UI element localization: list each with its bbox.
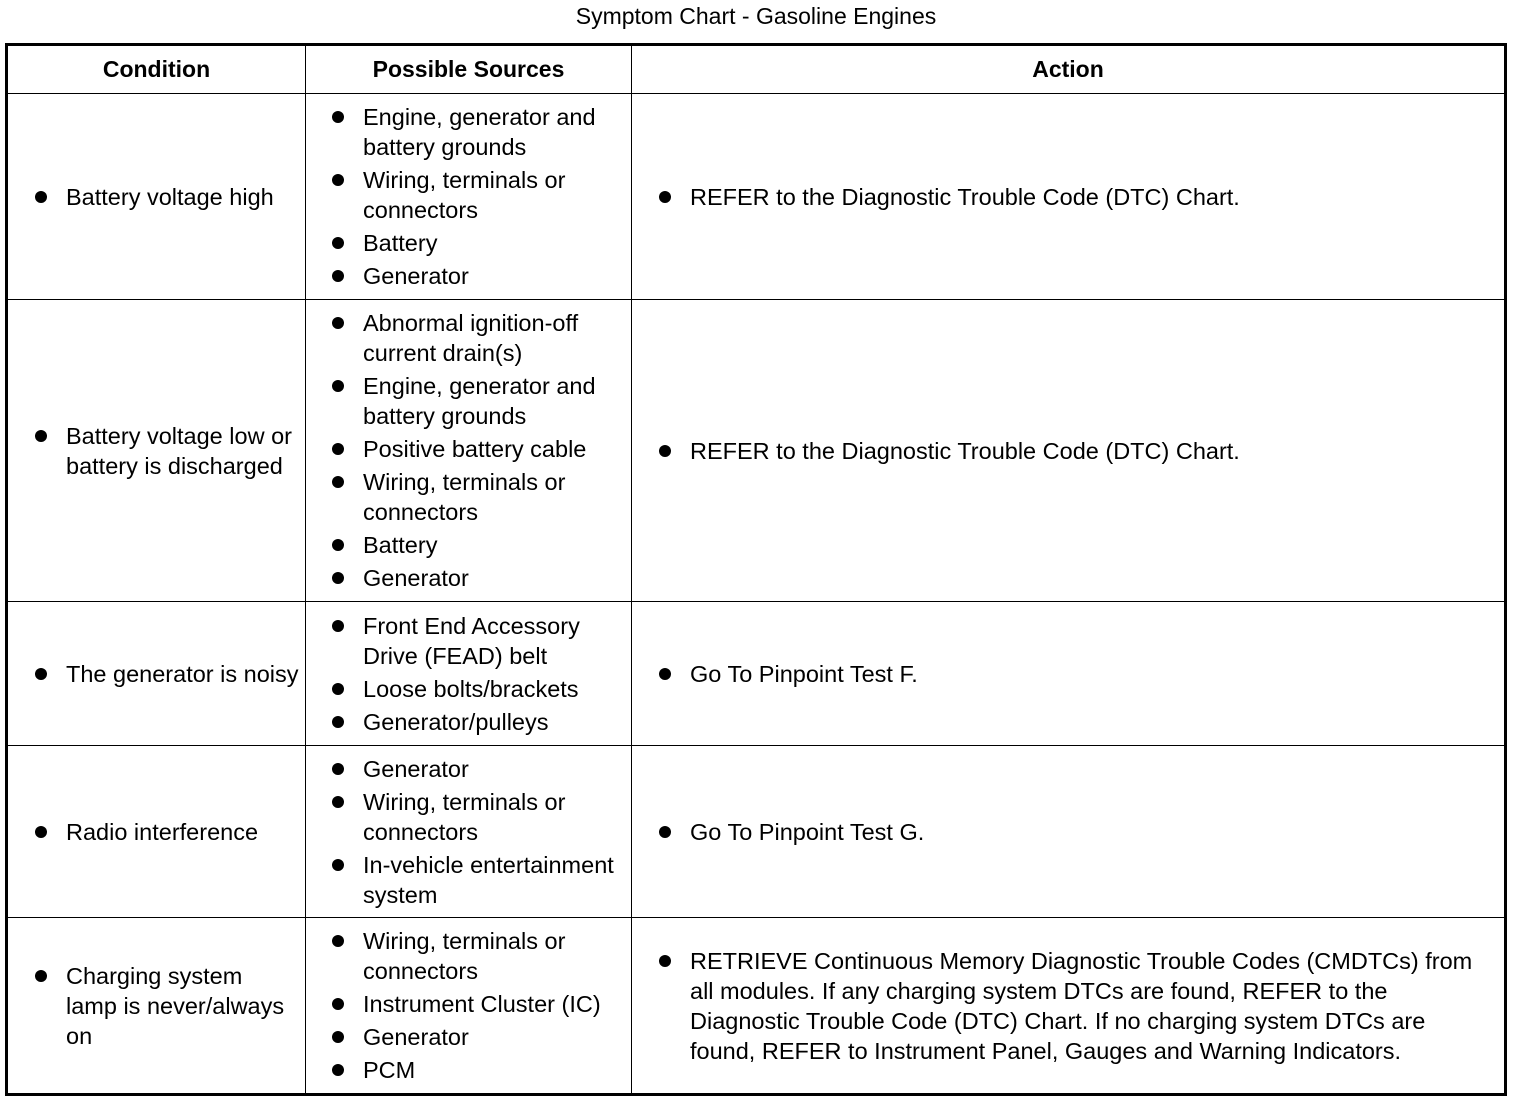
table-row bbox=[7, 746, 1506, 918]
source-item: PCM bbox=[363, 1055, 625, 1085]
sources-cell bbox=[306, 746, 632, 918]
source-item: Instrument Cluster (IC) bbox=[363, 989, 625, 1019]
table-row bbox=[7, 602, 1506, 746]
source-item: Generator bbox=[363, 1022, 625, 1052]
action-cell bbox=[632, 94, 1506, 300]
action-text: REFER to the Diagnostic Trouble Code (DTC) Chart. bbox=[690, 436, 1488, 466]
header-action: Action bbox=[632, 45, 1506, 94]
action-text: REFER to the Diagnostic Trouble Code (DTC) Chart. bbox=[690, 182, 1488, 212]
source-item: Engine, generator and battery grounds bbox=[363, 102, 625, 162]
condition-cell bbox=[7, 918, 306, 1095]
header-condition: Condition bbox=[7, 45, 306, 94]
source-item: In-vehicle entertainment system bbox=[363, 850, 625, 910]
source-item: Generator bbox=[363, 261, 625, 291]
action-cell bbox=[632, 300, 1506, 602]
source-item: Wiring, terminals or connectors bbox=[363, 787, 625, 847]
table-row bbox=[7, 918, 1506, 1095]
action-cell bbox=[632, 602, 1506, 746]
source-item: Generator bbox=[363, 563, 625, 593]
condition-cell bbox=[7, 746, 306, 918]
condition-cell bbox=[7, 300, 306, 602]
source-item: Wiring, terminals or connectors bbox=[363, 165, 625, 225]
header-possible-sources: Possible Sources bbox=[306, 45, 632, 94]
condition-cell bbox=[7, 94, 306, 300]
source-item: Wiring, terminals or connectors bbox=[363, 926, 625, 986]
condition-text: Battery voltage low or battery is discharged bbox=[66, 421, 299, 481]
source-item: Battery bbox=[363, 228, 625, 258]
table-row bbox=[7, 94, 1506, 300]
condition-text: Radio interference bbox=[66, 817, 299, 847]
source-item: Abnormal ignition-off current drain(s) bbox=[363, 308, 625, 368]
action-text: Go To Pinpoint Test G. bbox=[690, 817, 1488, 847]
source-item: Battery bbox=[363, 530, 625, 560]
action-text: RETRIEVE Continuous Memory Diagnostic Trouble Codes (CMDTCs) from all modules. If any charging system DTCs are found, REFER to the Diagnostic Trouble Code (DTC) Chart. If no charging system DTCs are found, REFER to Instrument Panel, Gauges and Warning Indicators. bbox=[690, 946, 1488, 1066]
source-item: Positive battery cable bbox=[363, 434, 625, 464]
condition-text: Battery voltage high bbox=[66, 182, 299, 212]
source-item: Loose bolts/brackets bbox=[363, 674, 625, 704]
action-cell bbox=[632, 746, 1506, 918]
source-item: Wiring, terminals or connectors bbox=[363, 467, 625, 527]
action-cell bbox=[632, 918, 1506, 1095]
condition-cell bbox=[7, 602, 306, 746]
table-row bbox=[7, 300, 1506, 602]
symptom-chart-table bbox=[5, 43, 1507, 1096]
source-item: Generator/pulleys bbox=[363, 707, 625, 737]
sources-cell bbox=[306, 300, 632, 602]
source-item: Generator bbox=[363, 754, 625, 784]
table-header-row bbox=[7, 45, 1506, 94]
action-text: Go To Pinpoint Test F. bbox=[690, 659, 1488, 689]
sources-cell bbox=[306, 602, 632, 746]
source-item: Front End Accessory Drive (FEAD) belt bbox=[363, 611, 625, 671]
chart-title: Symptom Chart - Gasoline Engines bbox=[575, 3, 937, 29]
condition-text: Charging system lamp is never/always on bbox=[66, 961, 299, 1051]
sources-cell bbox=[306, 918, 632, 1095]
condition-text: The generator is noisy bbox=[66, 660, 299, 687]
sources-cell bbox=[306, 94, 632, 300]
source-item: Engine, generator and battery grounds bbox=[363, 371, 625, 431]
